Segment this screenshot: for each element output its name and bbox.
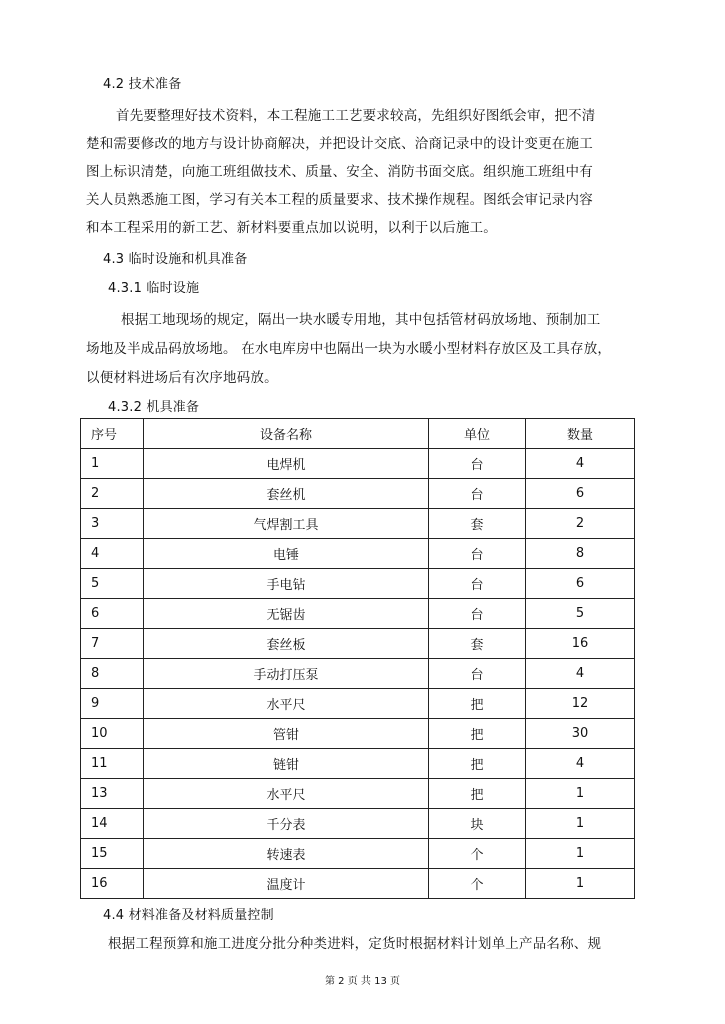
- table-row: [81, 869, 635, 899]
- cell-unit: 台: [429, 449, 526, 479]
- paragraph-line: 根据工程预算和施工进度分批分种类进料，定货时根据材料计划单上产品名称、规: [108, 936, 602, 952]
- cell-quantity: 1: [526, 869, 635, 899]
- cell-unit: 台: [429, 569, 526, 599]
- cell-serial: 3: [81, 509, 144, 539]
- table-row: [81, 569, 635, 599]
- cell-name: 转速表: [144, 839, 429, 869]
- section-4-2-heading: 4.2 技术准备: [103, 77, 182, 92]
- cell-name: 管钳: [144, 719, 429, 749]
- cell-name: 水平尺: [144, 779, 429, 809]
- cell-unit: 台: [429, 479, 526, 509]
- table-row: [81, 599, 635, 629]
- table-row: [81, 749, 635, 779]
- cell-serial: 2: [81, 479, 144, 509]
- header-quantity: 数量: [526, 419, 635, 449]
- paragraph-line: 根据工地现场的规定，隔出一块水暖专用地，其中包括管材码放场地、预制加工: [121, 312, 601, 328]
- table-row: [81, 719, 635, 749]
- table-header-row: [81, 419, 635, 449]
- cell-unit: 个: [429, 839, 526, 869]
- table-row: [81, 629, 635, 659]
- cell-unit: 把: [429, 689, 526, 719]
- cell-quantity: 8: [526, 539, 635, 569]
- header-unit: 单位: [429, 419, 526, 449]
- cell-name: 套丝板: [144, 629, 429, 659]
- cell-serial: 6: [81, 599, 144, 629]
- cell-serial: 10: [81, 719, 144, 749]
- section-4-3-2-heading: 4.3.2 机具准备: [108, 400, 200, 415]
- cell-quantity: 1: [526, 809, 635, 839]
- paragraph-line: 楚和需要修改的地方与设计协商解决，并把设计交底、洽商记录中的设计变更在施工: [86, 136, 593, 152]
- cell-unit: 块: [429, 809, 526, 839]
- table-row: [81, 509, 635, 539]
- cell-quantity: 4: [526, 449, 635, 479]
- cell-serial: 11: [81, 749, 144, 779]
- table-row: [81, 659, 635, 689]
- cell-serial: 5: [81, 569, 144, 599]
- cell-unit: 把: [429, 749, 526, 779]
- cell-quantity: 5: [526, 599, 635, 629]
- header-name: 设备名称: [144, 419, 429, 449]
- cell-name: 温度计: [144, 869, 429, 899]
- paragraph-line: 首先要整理好技术资料，本工程施工工艺要求较高，先组织好图纸会审，把不清: [116, 108, 596, 124]
- cell-serial: 16: [81, 869, 144, 899]
- table-row: [81, 779, 635, 809]
- section-4-4-heading: 4.4 材料准备及材料质量控制: [103, 908, 274, 923]
- cell-unit: 台: [429, 659, 526, 689]
- page-number: 第 2 页 共 13 页: [325, 976, 400, 987]
- table-row: [81, 689, 635, 719]
- cell-serial: 14: [81, 809, 144, 839]
- cell-quantity: 1: [526, 779, 635, 809]
- cell-serial: 4: [81, 539, 144, 569]
- cell-unit: 套: [429, 629, 526, 659]
- cell-name: 手电钻: [144, 569, 429, 599]
- cell-name: 气焊割工具: [144, 509, 429, 539]
- cell-name: 水平尺: [144, 689, 429, 719]
- cell-quantity: 2: [526, 509, 635, 539]
- cell-serial: 1: [81, 449, 144, 479]
- cell-name: 链钳: [144, 749, 429, 779]
- cell-quantity: 4: [526, 749, 635, 779]
- cell-quantity: 6: [526, 479, 635, 509]
- cell-unit: 个: [429, 869, 526, 899]
- cell-quantity: 6: [526, 569, 635, 599]
- cell-quantity: 30: [526, 719, 635, 749]
- cell-unit: 套: [429, 509, 526, 539]
- paragraph-line: 和本工程采用的新工艺、新材料要重点加以说明，以利于以后施工。: [86, 220, 497, 236]
- paragraph-line: 关人员熟悉施工图，学习有关本工程的质量要求、技术操作规程。图纸会审记录内容: [86, 192, 593, 208]
- cell-quantity: 12: [526, 689, 635, 719]
- header-serial: 序号: [81, 419, 144, 449]
- cell-name: 电锤: [144, 539, 429, 569]
- cell-unit: 把: [429, 719, 526, 749]
- cell-unit: 台: [429, 599, 526, 629]
- paragraph-line: 以便材料进场后有次序地码放。: [86, 370, 278, 386]
- cell-serial: 7: [81, 629, 144, 659]
- table-row: [81, 539, 635, 569]
- cell-quantity: 4: [526, 659, 635, 689]
- cell-serial: 15: [81, 839, 144, 869]
- cell-name: 手动打压泵: [144, 659, 429, 689]
- table-row: [81, 449, 635, 479]
- cell-name: 无锯齿: [144, 599, 429, 629]
- equipment-table: [80, 418, 635, 899]
- cell-name: 千分表: [144, 809, 429, 839]
- cell-serial: 9: [81, 689, 144, 719]
- cell-quantity: 1: [526, 839, 635, 869]
- section-4-3-heading: 4.3 临时设施和机具准备: [103, 252, 248, 267]
- cell-quantity: 16: [526, 629, 635, 659]
- cell-unit: 台: [429, 539, 526, 569]
- cell-serial: 13: [81, 779, 144, 809]
- paragraph-line: 场地及半成品码放场地。 在水电库房中也隔出一块为水暖小型材料存放区及工具存放，: [86, 341, 612, 357]
- cell-unit: 把: [429, 779, 526, 809]
- table-row: [81, 809, 635, 839]
- table-row: [81, 839, 635, 869]
- cell-name: 电焊机: [144, 449, 429, 479]
- cell-name: 套丝机: [144, 479, 429, 509]
- cell-serial: 8: [81, 659, 144, 689]
- section-4-3-1-heading: 4.3.1 临时设施: [108, 281, 200, 296]
- table-row: [81, 479, 635, 509]
- paragraph-line: 图上标识清楚，向施工班组做技术、质量、安全、消防书面交底。组织施工班组中有: [86, 164, 593, 180]
